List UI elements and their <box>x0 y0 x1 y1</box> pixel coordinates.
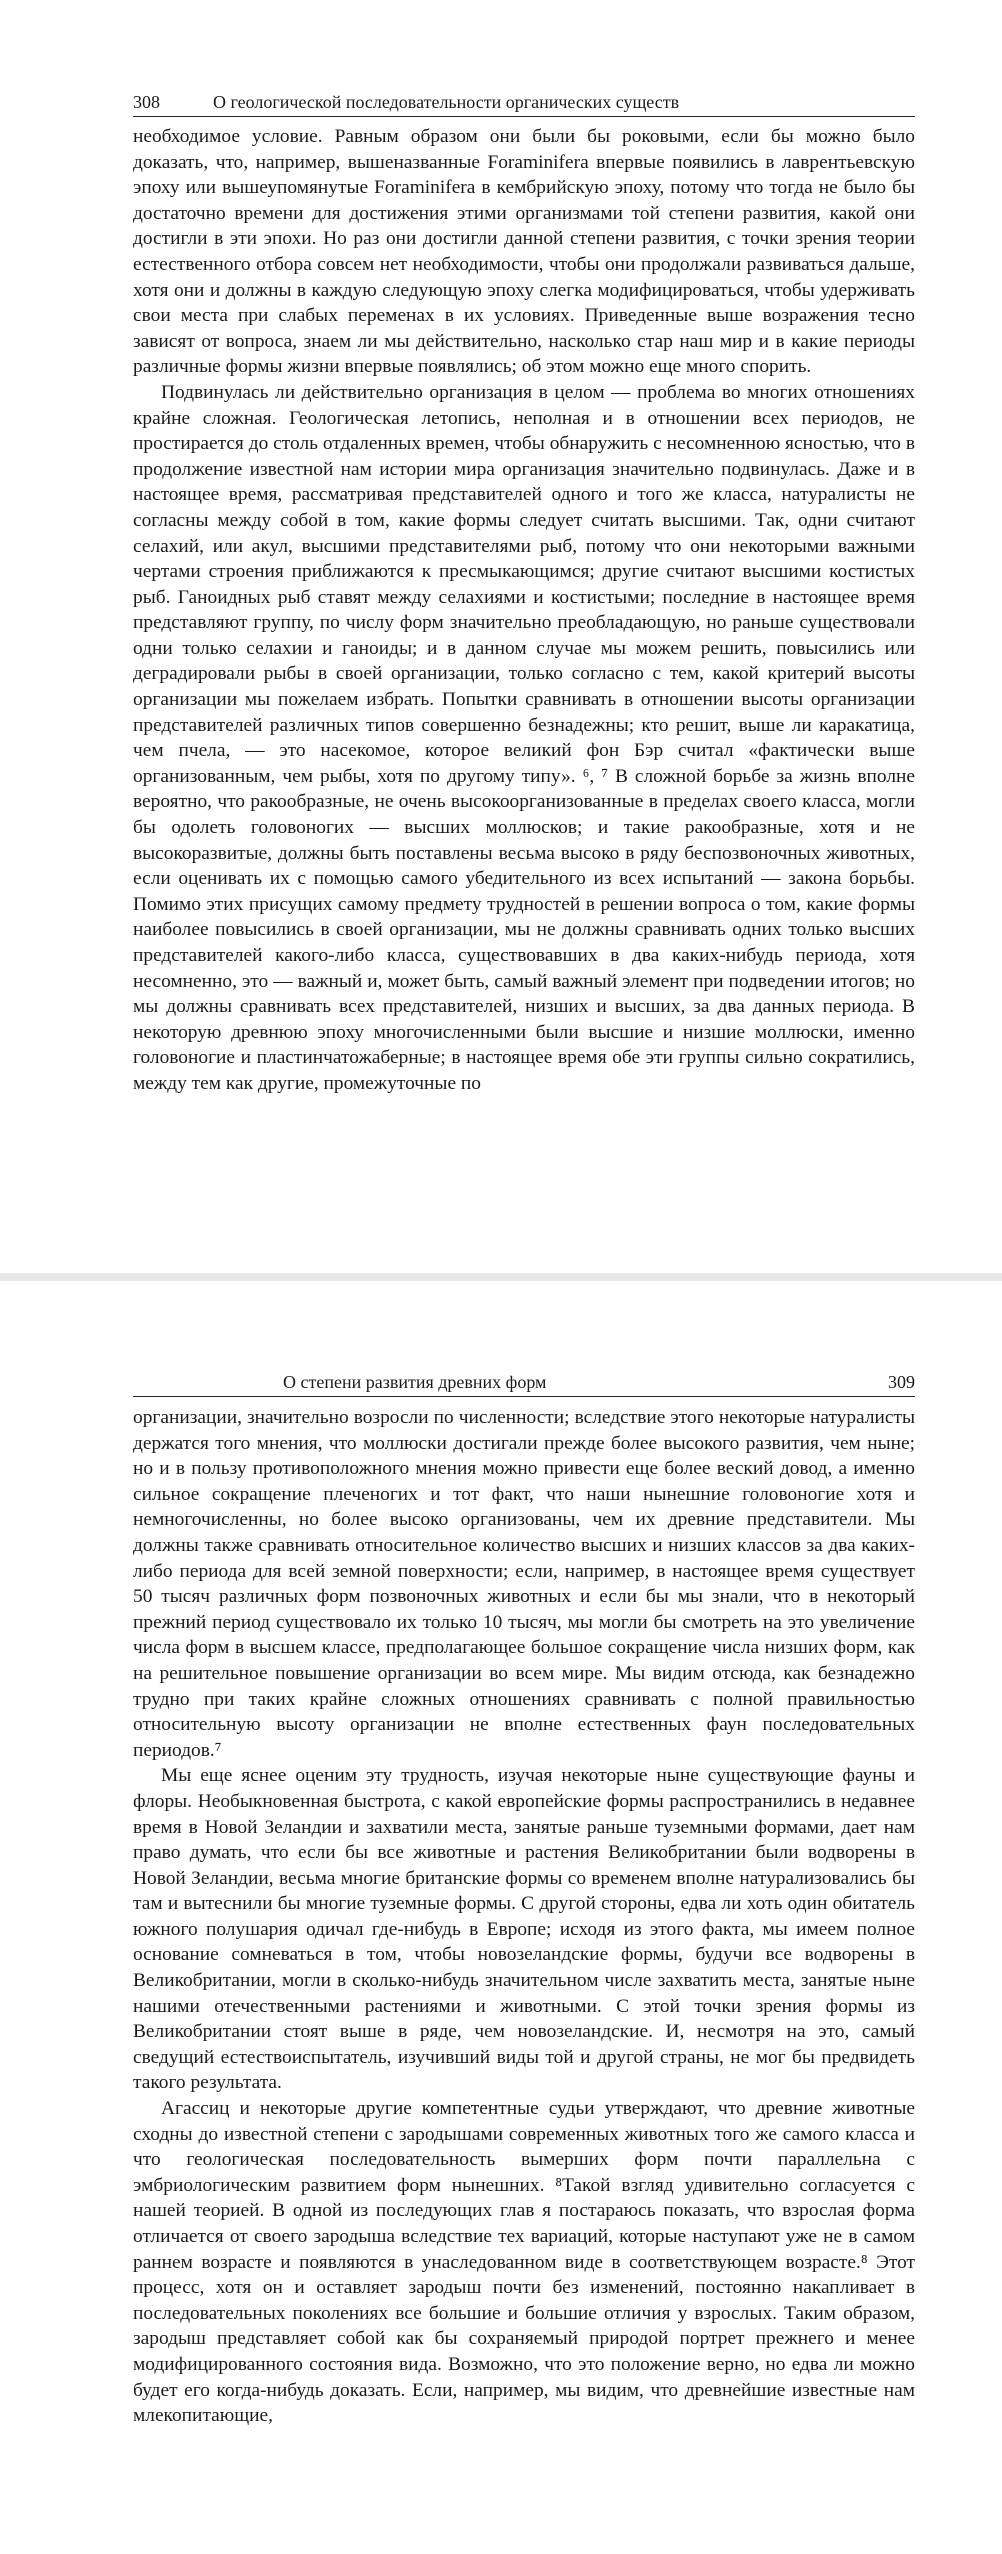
body-text <box>133 124 915 1097</box>
page-308 <box>0 0 1002 1275</box>
page-number: 308 <box>133 92 160 112</box>
paragraph: необходимое условие. Равным образом они были бы роковыми, если бы можно было доказать, что, например, вышеназванные Foraminifera впервые появились в лаврентьевскую эпоху или вышеупомянутые Foraminifera в кембрийскую эпоху, потому что тогда не было бы достаточно времени для достижения этими организмами той степени развития, какой они достигли в эти эпохи. Но раз они достигли данной степени развития, с точки зрения теории естественного отбора совсем нет необходимости, чтобы они продолжали развиваться дальше, хотя они и должны в каждую следующую эпоху слегка модифицироваться, чтобы удерживать свои места при слабых переменах в их условиях. Приведенные выше возражения тесно зависят от вопроса, знаем ли мы действительно, насколько стар наш мир и в какие периоды различные формы жизни впервые появлялись; об этом можно еще много спорить. <box>133 126 915 378</box>
running-title: О геологической последовательности органических существ <box>213 92 680 112</box>
page-309 <box>0 1281 1002 2554</box>
running-header <box>133 88 915 117</box>
page-separator <box>0 1273 1002 1281</box>
running-header <box>133 1368 915 1397</box>
paragraph: Агассиц и некоторые другие компетентные судьи утверждают, что древние животные сходны до известной степени с зародышами современных животных того же самого класса и что геологическая последовательность вымерших форм почти параллельна с эмбриологическим развитием форм нынешних. ⁸Такой взгляд удивительно согласуется с нашей теорией. В одной из последующих глав я постараюсь показать, что взрослая форма отличается от своего зародыша вследствие тех вариаций, которые наступают уже не в самом раннем возрасте и появляются в унаследованном виде в соответствующем возрасте.⁸ Этот процесс, хотя он и оставляет зародыш почти без изменений, постоянно накапливает в последовательных поколениях все большие и большие отличия у взрослых. Таким образом, зародыш представляет собой как бы сохраняемый природой портрет прежнего и менее модифицированного состояния вида. Возможно, что это положение верно, но едва ли можно будет его когда-нибудь доказать. Если, например, мы видим, что древнейшие известные нам млекопитающие, <box>133 2098 915 2427</box>
paragraph: Подвинулась ли действительно организация в целом — проблема во многих отношениях крайне сложная. Геологическая летопись, неполная и в отношении всех периодов, не простирается до столь отдаленных времен, чтобы обнаружить с несомненною ясностью, что в продолжение известной нам истории мира организация значительно подвинулась. Даже и в настоящее время, рассматривая представителей одного и того же класса, натуралисты не согласны между собой в том, какие формы следует считать высшими. Так, одни считают селахий, или акул, высшими представителями рыб, потому что они некоторыми важными чертами строения приближаются к пресмыкающимся; другие считают высшими костистых рыб. Ганоидных рыб ставят между селахиями и костистыми; последние в настоящее время представляют группу, по числу форм значительно преобладающую, но раньше существовали одни только селахии и ганоиды; и в данном случае мы можем решить, повысились или деградировали рыбы в своей организации, только согласно с тем, какой критерий высоты организации мы пожелаем избрать. Попытки сравнивать в отношении высоты организации представителей различных типов совершенно безнадежны; кто решит, выше ли каракатица, чем пчела, — это насекомое, которое великий фон Бэр считал «фактически выше организованным, чем рыбы, хотя по другому типу». ⁶, ⁷ В сложной борьбе за жизнь вполне вероятно, что ракообразные, не очень высокоорганизованные в пределах своего класса, могли бы одолеть головоногих — высших моллюсков; и такие ракообразные, хотя и не высокоразвитые, должны быть поставлены весьма высоко в ряду беспозвоночных животных, если оценивать их с помощью самого убедительного из всех испытаний — закона борьбы. Помимо этих присущих самому предмету трудностей в решении вопроса о том, какие формы наиболее повысились в своей организации, мы не должны сравнивать одних только высших представителей какого-либо класса, существовавших в два каких-нибудь периода, хотя несомненно, это — важный и, может быть, самый важный элемент при подведении итогов; но мы должны сравнивать всех представителей, низших и высших, за два данных периода. В некоторую древнюю эпоху многочисленными были высшие и низшие моллюски, именно головоногие и пластинчатожаберные; в настоящее время обе эти группы сильно сократились, между тем как другие, промежуточные по <box>133 381 915 1094</box>
body-text <box>133 1405 915 2429</box>
paragraph: Мы еще яснее оценим эту трудность, изучая некоторые ныне существующие фауны и флоры. Необыкновенная быстрота, с какой европейские формы распространились в недавнее время в Новой Зеландии и захватили места, занятые раньше туземными формами, дает нам право думать, что если бы все животные и растения Великобритании были водворены в Новой Зеландии, весьма многие британские формы со временем вполне натурализовались бы там и вытеснили бы многие туземные формы. С другой стороны, едва ли хоть один обитатель южного полушария одичал где-нибудь в Европе; исходя из этого факта, мы имеем полное основание сомневаться в том, чтобы новозеландские формы, будучи все водворены в Великобритании, могли в сколько-нибудь значительном числе захватить места, занятые ныне нашими отечественными растениями и животными. С этой точки зрения формы из Великобритании стоят выше в ряде, чем новозеландские. И, несмотря на это, самый сведущий естествоиспытатель, изучивший виды той и другой страны, не мог бы предвидеть такого результата. <box>133 1765 915 2094</box>
paragraph: организации, значительно возросли по численности; вследствие этого некоторые натуралисты держатся того мнения, что моллюски достигали прежде более высокого развития, чем ныне; но и в пользу противоположного мнения можно привести еще более веский довод, а именно сильное сокращение плеченогих и тот факт, что наши нынешние головоногие хотя и немногочисленны, но более высоко организованы, чем их древние представители. Мы должны также сравнивать относительное количество высших и низших классов за два каких-либо периода для всей земной поверхности; если, например, в настоящее время существует 50 тысяч различных форм позвоночных животных и если бы мы знали, что в некоторый прежний период существовало их только 10 тысяч, мы могли бы смотреть на это увеличение числа форм в высшем классе, предполагающее большое сокращение числа низших форм, как на решительное повышение организации во всем мире. Мы видим отсюда, как безнадежно трудно при таких крайне сложных отношениях сравнивать с полной правильностью относительную высоту организации не вполне естественных фаун последовательных периодов.⁷ <box>133 1407 915 1761</box>
running-title: О степени развития древних форм <box>283 1372 547 1392</box>
page-number: 309 <box>888 1372 915 1392</box>
